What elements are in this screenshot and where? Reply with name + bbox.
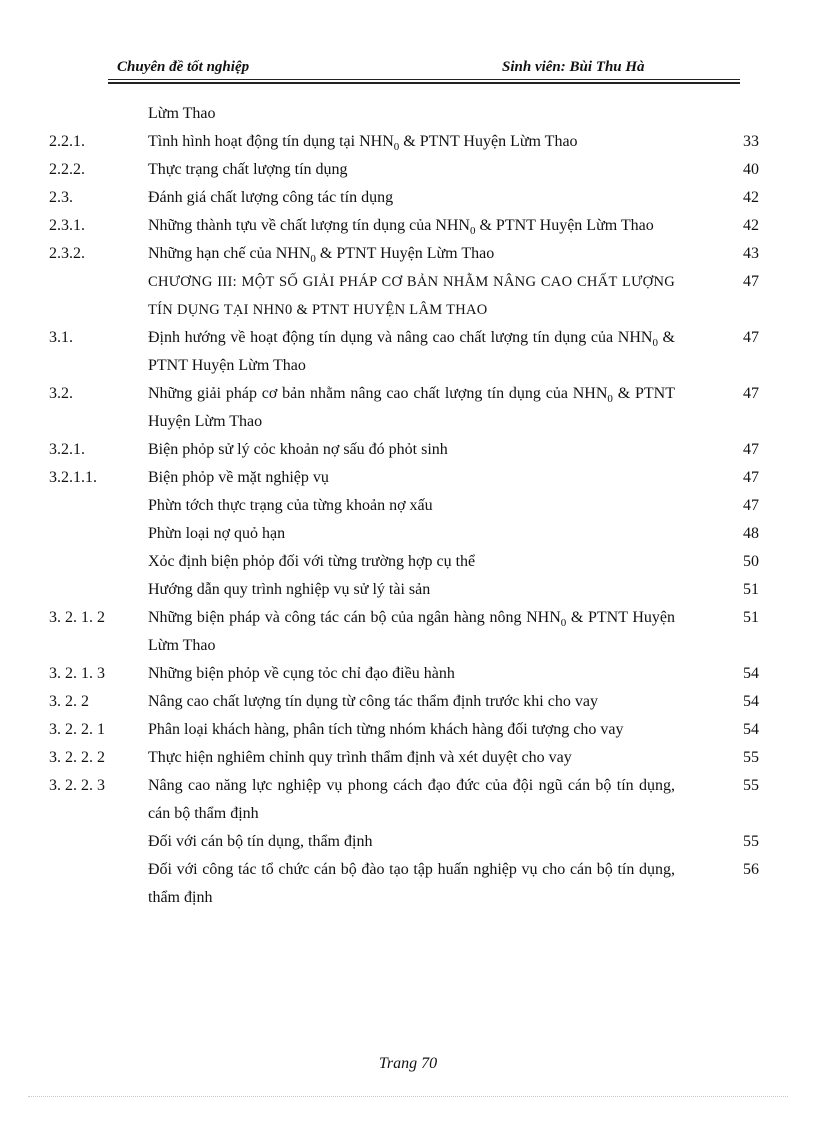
toc-entry [0,436,816,464]
toc-entry-title [148,324,675,380]
toc-entry-title-text: Hướng dẫn quy trình nghiệp vụ sử lý tài sản [148,581,431,598]
toc-entry [0,184,816,212]
toc-entry [0,128,816,156]
toc-entry-title [148,184,675,212]
toc-entry-title [148,744,675,772]
toc-entry-page: 55 [743,777,759,794]
toc-entry-title-suffix: & PTNT Huyện Lừm Thao [315,245,495,262]
toc-entry-number: 3.2.1.1. [49,469,97,486]
toc-entry [0,576,816,604]
toc-entry-title-text: Đánh giá chất lượng công tác tín dụng [148,189,394,206]
toc-entry-title-text: Lừm Thao [148,105,216,122]
toc-entry [0,380,816,436]
toc-entry-title [148,520,675,548]
toc-entry-title-text: Biện phỏp sử lý cỏc khoản nợ sấu đó phỏt sinh [148,441,448,458]
toc-entry-title [148,576,675,604]
toc-entry-number: 3. 2. 2. 1 [49,721,105,738]
toc-entry-number: 3. 2. 1. 2 [49,609,105,626]
toc-entry-title-text: Nâng cao chất lượng tín dụng từ công tác thẩm định trước khi cho vay [148,693,598,710]
toc-entry-number: 3. 2. 2 [49,693,89,710]
toc-entry-title [148,436,675,464]
toc-entry-number: 3.2.1. [49,441,85,458]
toc-entry-title [148,240,675,268]
toc-entry [0,660,816,688]
header-author: Sinh viên: Bùi Thu Hà [502,59,645,75]
toc-entry-title-text: Những biện phỏp về cụng tỏc chỉ đạo điều hành [148,665,455,682]
bottom-dotted-line [28,1096,788,1097]
toc-entry-number: 2.2.2. [49,161,85,178]
toc-entry-title-text: Xỏc định biện phỏp đối với từng trường hợp cụ thể [148,553,476,570]
toc-entry-title-text: Những giải pháp cơ bản nhằm nâng cao chất lượng tín dụng của NHN [148,385,608,402]
toc-entry-page: 42 [743,189,759,206]
toc-entry-title [148,548,675,576]
toc-entry-page: 56 [743,861,759,878]
toc-entry-title-text: Nâng cao năng lực nghiệp vụ phong cách đạo đức của đội ngũ cán bộ tín dụng, cán bộ thẩm định [148,777,675,822]
toc-entry [0,100,816,128]
toc-entry-number: 2.2.1. [49,133,85,150]
page-header [117,59,663,79]
toc-entry-number: 3. 2. 1. 3 [49,665,105,682]
toc-entry [0,548,816,576]
toc-entry-number: 2.3.2. [49,245,85,262]
toc-entry-page: 51 [743,609,759,626]
toc-entry-subscript: 0 [652,337,658,350]
toc-entry-subscript: 0 [393,141,400,154]
toc-entry-page: 55 [743,833,759,850]
toc-entry-page: 55 [743,749,759,766]
toc-entry-title [148,380,675,436]
toc-entry-number: 3.2. [49,385,73,402]
toc-entry-page: 47 [743,497,759,514]
toc-entry-title [148,156,675,184]
toc-entry-page: 54 [743,665,759,682]
toc-entry-page: 54 [743,693,759,710]
toc-entry [0,492,816,520]
toc-entry-subscript: 0 [560,617,567,630]
toc-entry-title-text: Những hạn chế của NHN [148,245,311,262]
page-footer: Trang 70 [378,1055,438,1072]
toc-entry-page: 47 [743,273,759,290]
toc-entry-title [148,492,675,520]
toc-entry-page: 43 [743,245,759,262]
toc-entry-page: 54 [743,721,759,738]
toc-entry-title-text: Đối với cán bộ tín dụng, thẩm định [148,833,373,850]
toc-entry-title [148,772,675,828]
toc-entry [0,268,816,324]
header-rule-thin [108,79,740,80]
toc-entry-title [148,688,675,716]
toc-entry-title-suffix: & PTNT Huyện Lừm Thao [399,133,578,150]
toc-entry-title [148,828,675,856]
toc-entry-title-suffix: & PTNT Huyện Lừm Thao [475,217,654,234]
toc-entry [0,604,816,660]
toc-entry-number: 3. 2. 2. 2 [49,749,105,766]
toc-entry [0,716,816,744]
toc-entry [0,744,816,772]
toc-entry [0,212,816,240]
toc-entry-page: 47 [743,469,759,486]
toc-entry-page: 33 [743,133,759,150]
toc-entry-title-text: CHƯƠNG III: MỘT SỐ GIẢI PHÁP CƠ BẢN NHẰM NÂNG CAO CHẤT LƯỢNG TÍN DỤNG TẠI NHN0 & PTNT HUYỆN LÂM THAO [148,274,675,318]
toc-entry-subscript: 0 [469,225,476,238]
toc-entry-title-text: Biện phỏp về mặt nghiệp vụ [148,469,329,486]
toc-entry-title [148,660,675,688]
toc-entry-subscript: 0 [310,253,316,266]
toc-entry-title-text: Định hướng về hoạt động tín dụng và nâng cao chất lượng tín dụng của NHN [148,329,653,346]
toc-entry-page: 42 [743,217,759,234]
toc-entry-title [148,212,675,240]
toc-entry [0,856,816,912]
toc-entry-title [148,100,675,128]
toc-entry-title-text: Những biện pháp và công tác cán bộ của ngân hàng nông NHN [148,609,561,626]
toc-entry-page: 47 [743,385,759,402]
toc-entry-title [148,464,675,492]
toc-entry [0,828,816,856]
toc-entry-title [148,604,675,660]
toc-entry-title [148,716,675,744]
toc-entry-title-text: Những thành tựu về chất lượng tín dụng của NHN [148,217,470,234]
toc-entry-title-suffix: & PTNT Huyện Lừm Thao [148,329,676,374]
toc-entry-page: 47 [743,441,759,458]
toc-entry-title-text: Thực trạng chất lượng tín dụng [148,161,348,178]
toc-entry-title-text: Phừn loại nợ quỏ hạn [148,525,286,542]
toc-entry-title-text: Đối với công tác tổ chức cán bộ đào tạo tập huấn nghiệp vụ cho cán bộ tín dụng, thẩm định [148,861,675,906]
toc-entry [0,464,816,492]
toc-entry-page: 51 [743,581,759,598]
table-of-contents [0,100,816,912]
toc-entry [0,772,816,828]
toc-entry-page: 47 [743,329,759,346]
toc-entry-title-text: Thực hiện nghiêm chỉnh quy trình thẩm định và xét duyệt cho vay [148,749,572,766]
header-title: Chuyên đề tốt nghiệp [117,59,250,75]
toc-entry-title [148,268,675,324]
toc-entry [0,688,816,716]
toc-entry-title-text: Tình hình hoạt động tín dụng tại NHN [148,133,394,150]
header-rule-thick [108,82,740,84]
toc-entry-page: 48 [743,525,759,542]
toc-entry-title-suffix: & PTNT Huyện Lừm Thao [148,609,676,654]
toc-entry-number: 2.3.1. [49,217,85,234]
toc-entry-title-suffix: & PTNT Huyện Lừm Thao [148,385,675,430]
toc-entry-title-text: Phân loại khách hàng, phân tích từng nhóm khách hàng đối tượng cho vay [148,721,624,738]
toc-entry-number: 3. 2. 2. 3 [49,777,105,794]
toc-entry [0,156,816,184]
toc-entry-page: 50 [743,553,759,570]
toc-entry-title [148,128,675,156]
toc-entry [0,520,816,548]
toc-entry-number: 3.1. [49,329,73,346]
toc-entry [0,240,816,268]
toc-entry [0,324,816,380]
toc-entry-number: 2.3. [49,189,73,206]
toc-entry-title-text: Phừn tớch thực trạng của từng khoản nợ xấu [148,497,433,514]
toc-entry-subscript: 0 [607,393,613,406]
toc-entry-page: 40 [743,161,759,178]
toc-entry-title [148,856,675,912]
